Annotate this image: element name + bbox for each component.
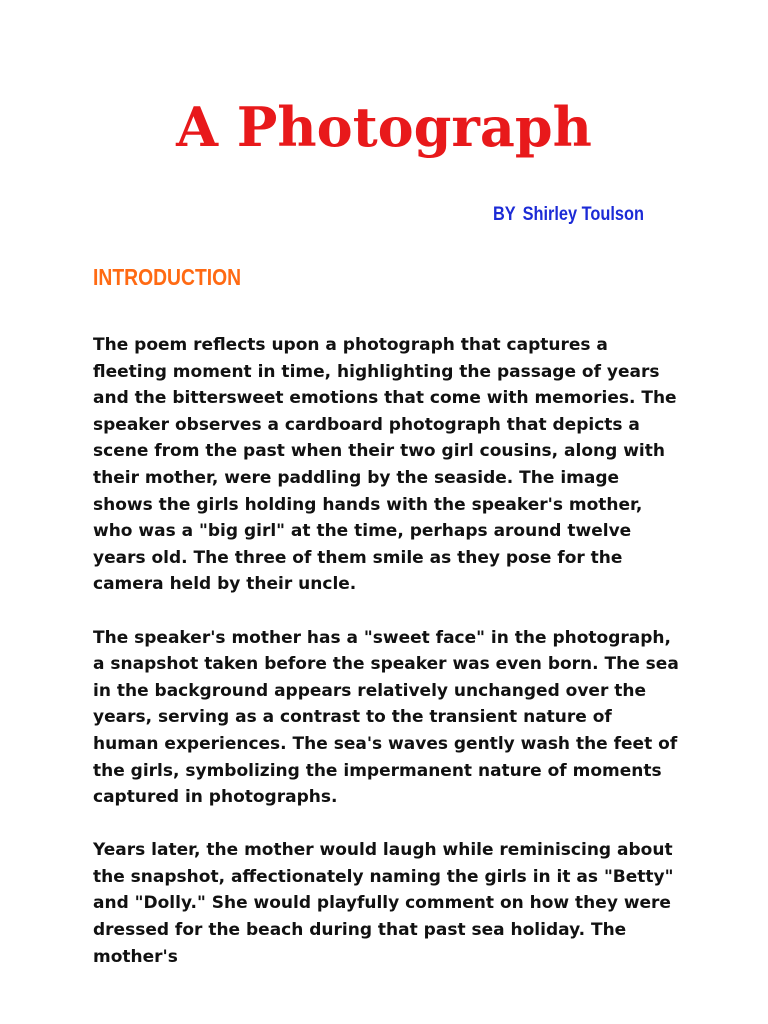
section-heading-introduction: INTRODUCTION xyxy=(93,264,242,290)
author-byline xyxy=(493,201,644,229)
paragraph-1: The poem reflects upon a photograph that captures a fleeting moment in time, highlighting the passage of years and the bittersweet emotions that come with memories. The speaker observes a cardboard photograph that depicts a scene from the past when their two girl cousins, along with their mother, were paddling by the seaside. The image shows the girls holding hands with the speaker's mother, who was a "big girl" at the time, perhaps around twelve years old. The three of them smile as they pose for the camera held by their uncle. xyxy=(93,335,677,595)
paragraph-3: Years later, the mother would laugh while reminiscing about the snapshot, affectionately naming the girls in it as "Betty" and "Dolly." She would playfully comment on how they were dressed for the beach during that past sea holiday. The mother's xyxy=(93,840,674,967)
paragraph-2: The speaker's mother has a "sweet face" in the photograph, a snapshot taken before the speaker was even born. The sea in the background appears relatively unchanged over the years, serving as a contrast to the transient nature of human experiences. The sea's waves gently wash the feet of the girls, symbolizing the impermanent nature of moments captured in photographs. xyxy=(93,627,679,808)
body-text xyxy=(93,332,683,997)
author-name: Shirley Toulson xyxy=(522,204,644,225)
page-title: A Photograph xyxy=(176,95,592,159)
byline-prefix: BY xyxy=(493,204,516,225)
